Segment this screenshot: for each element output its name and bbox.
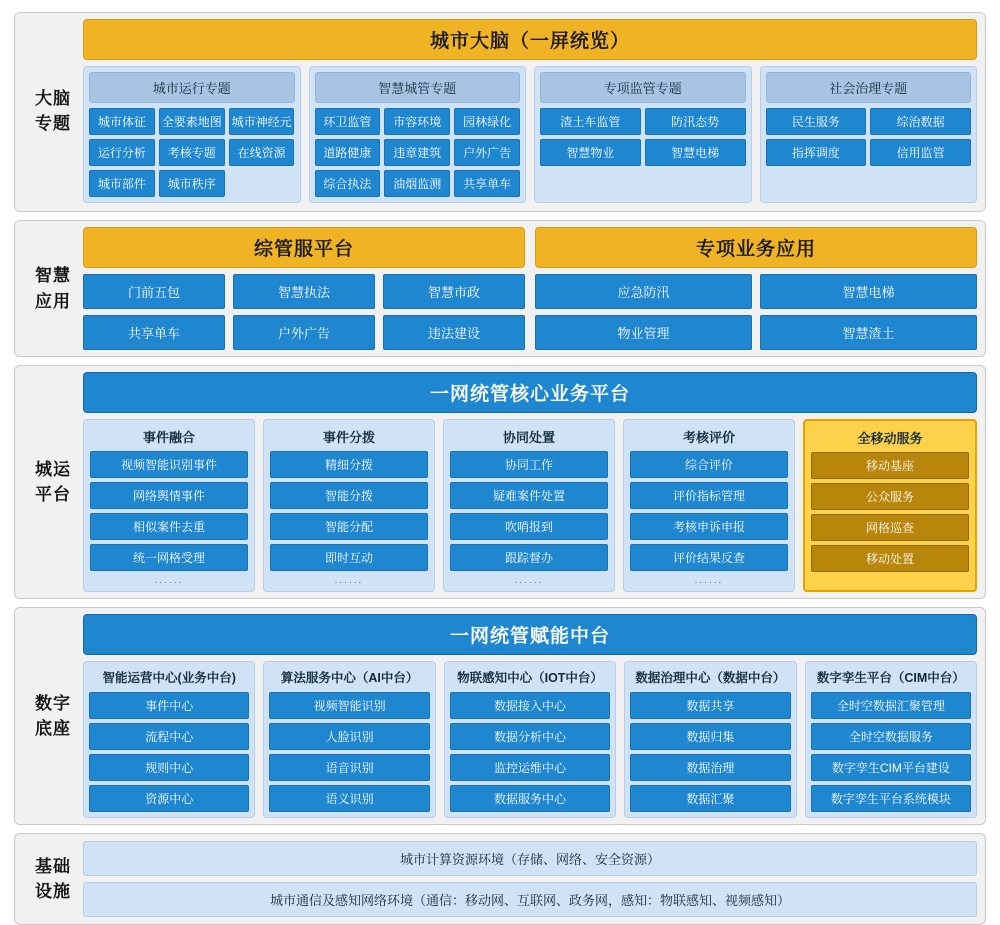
layer-label-line2: 底座	[35, 719, 71, 738]
middle-item[interactable]: 语音识别	[269, 754, 429, 781]
middle-column-iot-center	[444, 661, 616, 818]
layer-core-platform	[14, 365, 986, 599]
core-item[interactable]: 相似案件去重	[90, 513, 248, 540]
city-brain-title: 城市大脑（一屏统览）	[83, 19, 977, 60]
app-item[interactable]: 共享单车	[83, 315, 225, 350]
core-item[interactable]: 移动处置	[811, 545, 969, 572]
layer-infrastructure	[14, 833, 986, 925]
core-column-assessment	[623, 419, 795, 592]
core-item[interactable]: 精细分拨	[270, 451, 428, 478]
app-item[interactable]: 智慧市政	[383, 274, 525, 309]
middle-item[interactable]: 规则中心	[89, 754, 249, 781]
brain-item[interactable]: 指挥调度	[766, 139, 867, 166]
core-item[interactable]: 疑难案件处置	[450, 482, 608, 509]
app-item[interactable]: 违法建设	[383, 315, 525, 350]
core-column-full-mobile-service	[803, 419, 977, 592]
layer-label-infrastructure	[23, 841, 83, 917]
core-column-more	[811, 576, 969, 588]
layer-label-city-brain	[23, 19, 83, 203]
layer-city-brain	[14, 12, 986, 212]
middle-platform-columns	[83, 661, 977, 818]
brain-column-special-supervision	[534, 66, 752, 203]
core-item[interactable]: 移动基座	[811, 452, 969, 479]
brain-item[interactable]: 城市部件	[89, 170, 155, 197]
brain-item[interactable]: 智慧物业	[540, 139, 641, 166]
brain-column-items	[89, 108, 295, 197]
special-business-app-items	[535, 274, 977, 350]
core-column-more: ......	[334, 575, 364, 586]
app-row	[535, 315, 977, 350]
app-row	[535, 274, 977, 309]
layer-label-line1: 城运	[35, 459, 71, 479]
smart-application-columns	[83, 274, 977, 350]
layer-label-core-platform	[23, 372, 83, 592]
core-column-event-dispatch	[263, 419, 435, 592]
layer-label-line2: 设施	[35, 882, 71, 901]
core-platform-title: 一网统管核心业务平台	[83, 372, 977, 413]
smart-application-titles	[83, 227, 977, 268]
core-column-head: 事件分拨	[322, 430, 375, 445]
middle-column-head: 物联感知中心（IOT中台）	[457, 671, 603, 685]
middle-column-head: 数据治理中心（数据中台）	[635, 671, 786, 685]
app-item[interactable]: 应急防汛	[535, 274, 752, 309]
layer-enabling-middle-platform	[14, 607, 986, 825]
brain-item[interactable]: 城市体征	[89, 108, 155, 135]
brain-column-head: 专项监管专题	[540, 72, 746, 103]
brain-item[interactable]: 综治数据	[870, 108, 971, 135]
core-column-more: ......	[694, 575, 724, 586]
app-row	[83, 274, 525, 309]
app-row	[83, 315, 525, 350]
core-item[interactable]: 即时互动	[270, 544, 428, 571]
core-platform-columns	[83, 419, 977, 592]
app-item[interactable]: 智慧执法	[233, 274, 375, 309]
middle-column-cim-platform	[805, 661, 977, 818]
infrastructure-network-row: 城市通信及感知网络环境（通信：移动网、互联网、政务网，感知：物联感知、视频感知）	[83, 882, 977, 917]
core-column-head: 协同处置	[502, 430, 555, 445]
layer-label-digital-base	[23, 614, 83, 818]
brain-item[interactable]: 全要素地图	[159, 108, 225, 135]
core-item[interactable]: 考核申诉申报	[630, 513, 788, 540]
brain-item[interactable]: 城市秩序	[159, 170, 225, 197]
app-item[interactable]: 物业管理	[535, 315, 752, 350]
middle-item[interactable]: 数字孪生平台系统模块	[811, 785, 971, 812]
brain-column-items	[540, 108, 746, 166]
brain-column-head: 社会治理专题	[766, 72, 972, 103]
middle-column-head: 智能运营中心(业务中台)	[102, 671, 236, 685]
middle-item[interactable]: 数据汇聚	[630, 785, 790, 812]
brain-item[interactable]: 综合执法	[315, 170, 381, 197]
comprehensive-platform-title: 综管服平台	[83, 227, 525, 268]
brain-column-smart-urban-management	[309, 66, 527, 203]
middle-platform-title: 一网统管赋能中台	[83, 614, 977, 655]
middle-item[interactable]: 语义识别	[269, 785, 429, 812]
brain-item[interactable]: 智慧电梯	[645, 139, 746, 166]
core-item[interactable]: 综合评价	[630, 451, 788, 478]
middle-item[interactable]: 全时空数据服务	[811, 723, 971, 750]
middle-column-data-center	[624, 661, 796, 818]
middle-item[interactable]: 事件中心	[89, 692, 249, 719]
brain-column-items	[315, 108, 521, 197]
middle-column-head: 算法服务中心（AI中台）	[280, 671, 419, 685]
core-item[interactable]: 评价结果反查	[630, 544, 788, 571]
core-column-collaborative-handling	[443, 419, 615, 592]
core-item[interactable]: 网络舆情事件	[90, 482, 248, 509]
brain-item[interactable]: 道路健康	[315, 139, 381, 166]
app-item[interactable]: 智慧电梯	[760, 274, 977, 309]
layer-label-line1: 基础	[35, 856, 71, 876]
brain-column-items	[766, 108, 972, 166]
comprehensive-platform-items	[83, 274, 525, 350]
infrastructure-compute-row: 城市计算资源环境（存储、网络、安全资源）	[83, 841, 977, 876]
brain-item[interactable]: 渣土车监管	[540, 108, 641, 135]
core-item[interactable]: 视频智能识别事件	[90, 451, 248, 478]
brain-item[interactable]: 户外广告	[454, 139, 520, 166]
city-brain-columns	[83, 66, 977, 203]
core-item[interactable]: 吹哨报到	[450, 513, 608, 540]
brain-column-city-operation	[83, 66, 301, 203]
middle-item[interactable]: 数据服务中心	[450, 785, 610, 812]
brain-item[interactable]: 共享单车	[454, 170, 520, 197]
app-item[interactable]: 门前五包	[83, 274, 225, 309]
middle-item[interactable]: 流程中心	[89, 723, 249, 750]
brain-item[interactable]: 油烟监测	[384, 170, 450, 197]
middle-item[interactable]: 视频智能识别	[269, 692, 429, 719]
special-business-app-title: 专项业务应用	[535, 227, 977, 268]
core-item[interactable]: 协同工作	[450, 451, 608, 478]
core-item[interactable]: 网格巡查	[811, 514, 969, 541]
core-column-more: ......	[154, 575, 184, 586]
brain-item[interactable]: 市容环境	[384, 108, 450, 135]
layer-label-line2: 平台	[35, 485, 71, 504]
middle-item[interactable]: 数据分析中心	[450, 723, 610, 750]
layer-label-line1: 大脑	[35, 88, 71, 108]
middle-item[interactable]: 人脸识别	[269, 723, 429, 750]
middle-item[interactable]: 数字孪生CIM平台建设	[811, 754, 971, 781]
middle-column-business-center	[83, 661, 255, 818]
core-column-head: 全移动服务	[857, 431, 923, 446]
brain-item[interactable]: 信用监管	[870, 139, 971, 166]
brain-item[interactable]: 运行分析	[89, 139, 155, 166]
middle-item[interactable]: 全时空数据汇聚管理	[811, 692, 971, 719]
app-item[interactable]: 户外广告	[233, 315, 375, 350]
core-column-event-fusion	[83, 419, 255, 592]
core-column-head: 考核评价	[682, 430, 735, 445]
brain-item[interactable]: 环卫监管	[315, 108, 381, 135]
middle-item[interactable]: 数据共享	[630, 692, 790, 719]
core-item[interactable]: 智能分配	[270, 513, 428, 540]
middle-column-head: 数字孪生平台（CIM中台）	[816, 671, 965, 685]
middle-item[interactable]: 数据归集	[630, 723, 790, 750]
middle-item[interactable]: 数据接入中心	[450, 692, 610, 719]
layer-label-line2: 应用	[35, 291, 71, 311]
layer-label-line1: 数字	[35, 693, 71, 713]
brain-item[interactable]: 民生服务	[766, 108, 867, 135]
brain-item[interactable]: 违章建筑	[384, 139, 450, 166]
core-column-more: ......	[514, 575, 544, 586]
brain-item[interactable]: 考核专题	[159, 139, 225, 166]
brain-column-social-governance	[760, 66, 978, 203]
layer-label-line1: 智慧	[35, 266, 71, 285]
middle-item[interactable]: 资源中心	[89, 785, 249, 812]
core-item[interactable]: 评价指标管理	[630, 482, 788, 509]
brain-item[interactable]: 防汛态势	[645, 108, 746, 135]
middle-column-ai-center	[263, 661, 435, 818]
core-column-head: 事件融合	[142, 430, 195, 445]
app-item[interactable]: 智慧渣土	[760, 315, 977, 350]
layer-smart-application	[14, 220, 986, 357]
middle-item[interactable]: 监控运维中心	[450, 754, 610, 781]
brain-column-head: 城市运行专题	[89, 72, 295, 103]
core-item[interactable]: 跟踪督办	[450, 544, 608, 571]
layer-label-smart-application	[23, 227, 83, 350]
core-item[interactable]: 智能分拨	[270, 482, 428, 509]
brain-item[interactable]: 城市神经元	[229, 108, 295, 135]
brain-item[interactable]: 在线资源	[229, 139, 295, 166]
layer-label-line2: 专题	[35, 114, 71, 133]
core-item[interactable]: 统一网格受理	[90, 544, 248, 571]
brain-item[interactable]: 园林绿化	[454, 108, 520, 135]
core-item[interactable]: 公众服务	[811, 483, 969, 510]
brain-column-head: 智慧城管专题	[315, 72, 521, 103]
middle-item[interactable]: 数据治理	[630, 754, 790, 781]
